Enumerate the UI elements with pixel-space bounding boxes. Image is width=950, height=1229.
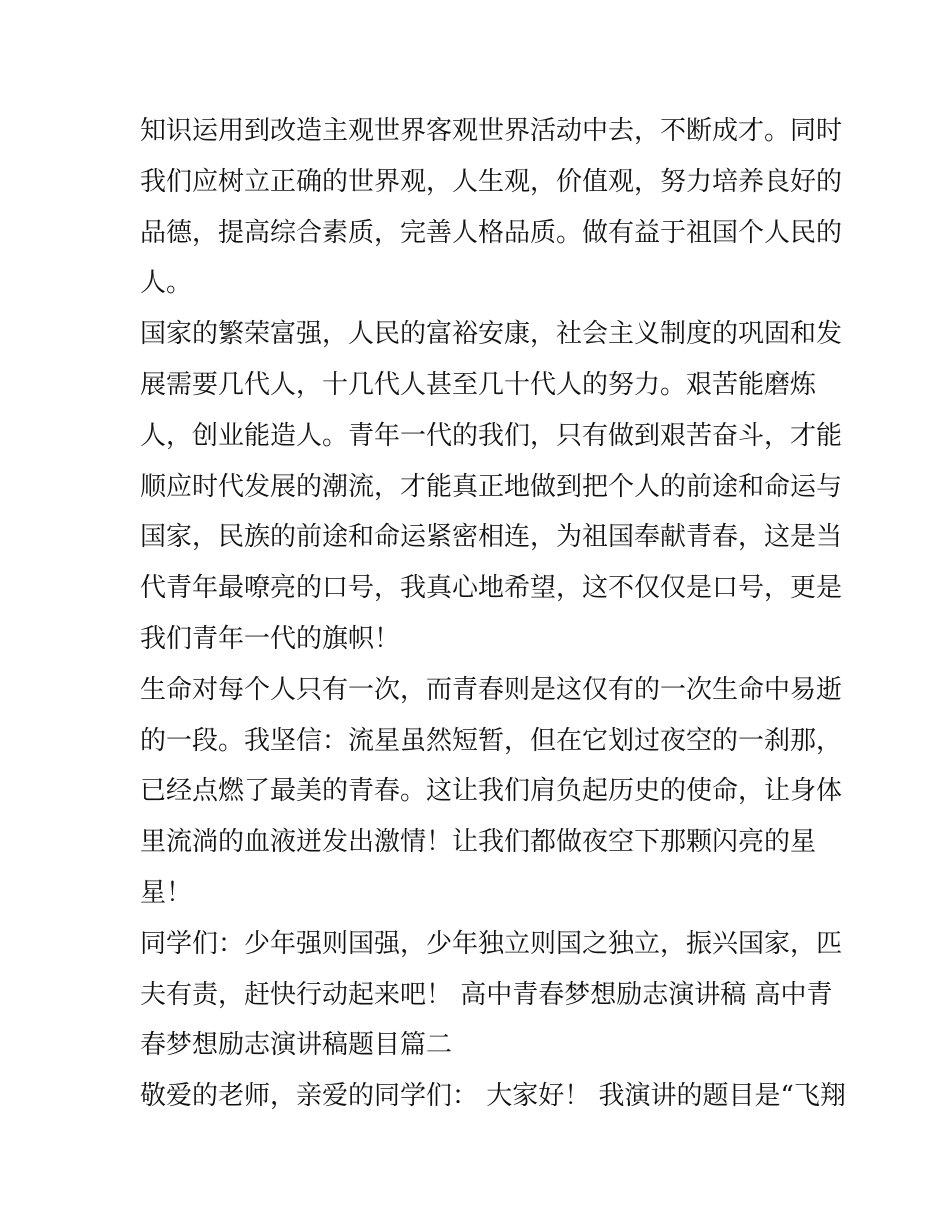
text-line: 国家的繁荣富强，人民的富裕安康，社会主义制度的巩固和发 [140,319,843,350]
text-line: 我们应树立正确的世界观，人生观，价值观，努力培养良好的 [140,166,843,197]
text-line: 星！ [140,877,193,908]
text-line: 人。 [140,268,193,299]
text-line: 品德，提高综合素质，完善人格品质。做有益于祖国个人民的 [140,217,843,248]
text-line: 生命对每个人只有一次，而青春则是这仅有的一次生命中易逝 [140,674,843,705]
text-line: 人，创业能造人。青年一代的我们，只有做到艰苦奋斗，才能 [140,420,843,451]
text-line: 知识运用到改造主观世界客观世界活动中去，不断成才。同时 [140,116,843,146]
text-line: 同学们：少年强则国强，少年独立则国之独立，振兴国家，匹 [140,928,843,959]
text-line: 已经点燃了最美的青春。这让我们肩负起历史的使命，让身体 [140,776,843,807]
text-line: 春梦想励志演讲稿题目篇二 [140,1030,453,1061]
text-line: 的一段。我坚信：流星虽然短暂，但在它划过夜空的一刹那， [140,725,843,756]
text-line: 国家，民族的前途和命运紧密相连，为祖国奉献青春，这是当 [140,522,843,553]
text-line: 里流淌的血液迸发出激情！让我们都做夜空下那颗闪亮的星 [140,827,817,858]
text-line: 夫有责，赶快行动起来吧！ 高中青春梦想励志演讲稿 高中青 [140,979,833,1010]
text-line: 展需要几代人，十几代人甚至几十代人的努力。艰苦能磨炼 [140,369,817,400]
document-body [140,106,846,1122]
text-line: 我们青年一代的旗帜！ [140,623,401,654]
text-line: 代青年最嘹亮的口号，我真心地希望，这不仅仅是口号，更是 [140,573,843,604]
text-line: 敬爱的老师，亲爱的同学们： 大家好！ 我演讲的题目是“飞翔 [140,1081,846,1112]
text-line: 顺应时代发展的潮流，才能真正地做到把个人的前途和命运与 [140,471,843,502]
